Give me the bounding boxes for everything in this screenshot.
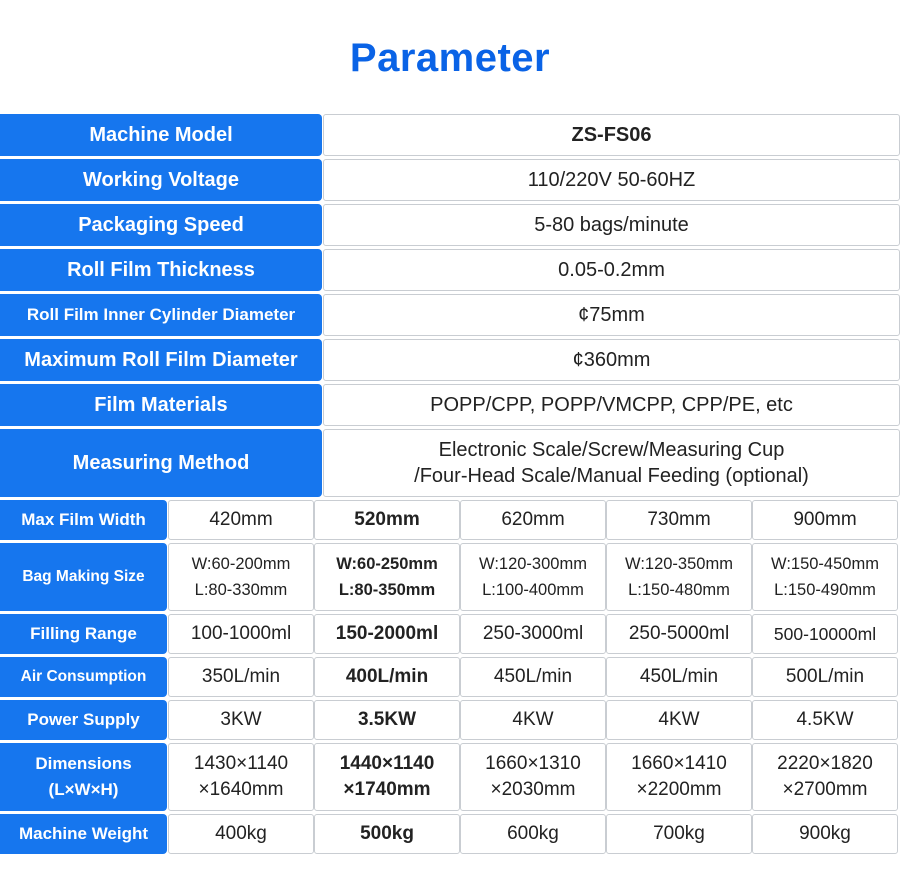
row-machine-model <box>0 114 900 156</box>
row-roll-film-thickness <box>0 249 900 291</box>
cell-line: W:120-300mm <box>479 555 587 573</box>
cell <box>606 743 752 811</box>
row-machine-weight <box>0 814 900 854</box>
value-line: /Four-Head Scale/Manual Feeding (optional) <box>414 465 809 487</box>
cell <box>168 543 314 611</box>
label-line: Dimensions <box>35 754 132 773</box>
row-label: Power Supply <box>0 700 167 740</box>
cell: 150-2000ml <box>314 614 460 654</box>
cell: 520mm <box>314 500 460 540</box>
cell-line: 1660×1310 <box>485 753 581 774</box>
cell-line: 2220×1820 <box>777 753 873 774</box>
row-filling-range <box>0 614 900 654</box>
row-inner-cylinder-diameter <box>0 294 900 336</box>
row-label: Film Materials <box>0 384 322 426</box>
row-label: Machine Weight <box>0 814 167 854</box>
row-label: Working Voltage <box>0 159 322 201</box>
row-value <box>323 429 900 497</box>
row-label <box>0 743 167 811</box>
cell: 4.5KW <box>752 700 898 740</box>
page-title: Parameter <box>349 36 551 80</box>
cell <box>606 543 752 611</box>
cell <box>752 743 898 811</box>
row-bag-making-size <box>0 543 900 611</box>
row-label: Filling Range <box>0 614 167 654</box>
cell <box>460 543 606 611</box>
row-value: 5-80 bags/minute <box>323 204 900 246</box>
row-label: Maximum Roll Film Diameter <box>0 339 322 381</box>
cell-line: ×1740mm <box>343 779 431 800</box>
row-power-supply <box>0 700 900 740</box>
row-air-consumption <box>0 657 900 697</box>
cell-line: 1440×1140 <box>339 753 435 774</box>
cell: 400L/min <box>314 657 460 697</box>
row-label: Roll Film Inner Cylinder Diameter <box>0 294 322 336</box>
row-film-materials <box>0 384 900 426</box>
row-value: ¢360mm <box>323 339 900 381</box>
row-label: Max Film Width <box>0 500 167 540</box>
cell-line: ×2200mm <box>636 779 722 800</box>
cell: 250-3000ml <box>460 614 606 654</box>
cell: 3.5KW <box>314 700 460 740</box>
cell: 450L/min <box>606 657 752 697</box>
cell-line: W:60-200mm <box>191 555 291 573</box>
label-line: (L×W×H) <box>48 780 119 799</box>
cell <box>460 743 606 811</box>
cell: 600kg <box>460 814 606 854</box>
row-max-film-width <box>0 500 900 540</box>
cell: 500kg <box>314 814 460 854</box>
row-label: Measuring Method <box>0 429 322 497</box>
cell: 250-5000ml <box>606 614 752 654</box>
cell: 400kg <box>168 814 314 854</box>
value-line: Electronic Scale/Screw/Measuring Cup <box>438 439 785 461</box>
row-working-voltage <box>0 159 900 201</box>
cell: 450L/min <box>460 657 606 697</box>
row-label: Air Consumption <box>0 657 167 697</box>
cell: 100-1000ml <box>168 614 314 654</box>
row-label: Packaging Speed <box>0 204 322 246</box>
cell: 3KW <box>168 700 314 740</box>
cell-line: L:80-330mm <box>194 581 288 599</box>
cell-line: ×2700mm <box>782 779 868 800</box>
row-value: POPP/CPP, POPP/VMCPP, CPP/PE, etc <box>323 384 900 426</box>
cell-line: ×1640mm <box>198 779 284 800</box>
cell: 420mm <box>168 500 314 540</box>
row-label: Bag Making Size <box>0 543 167 611</box>
cell <box>168 743 314 811</box>
cell-line: W:60-250mm <box>336 555 438 573</box>
cell: 350L/min <box>168 657 314 697</box>
row-value: ¢75mm <box>323 294 900 336</box>
cell: 900kg <box>752 814 898 854</box>
cell <box>752 543 898 611</box>
row-packaging-speed <box>0 204 900 246</box>
cell: 700kg <box>606 814 752 854</box>
cell: 620mm <box>460 500 606 540</box>
cell <box>314 543 460 611</box>
cell-line: W:150-450mm <box>771 555 879 573</box>
row-value: ZS-FS06 <box>323 114 900 156</box>
row-dimensions <box>0 743 900 811</box>
row-value: 110/220V 50-60HZ <box>323 159 900 201</box>
cell: 4KW <box>460 700 606 740</box>
cell: 730mm <box>606 500 752 540</box>
cell-line: L:150-480mm <box>628 581 730 599</box>
row-value: 0.05-0.2mm <box>323 249 900 291</box>
row-measuring-method <box>0 429 900 497</box>
parameter-table <box>0 114 900 857</box>
row-label: Roll Film Thickness <box>0 249 322 291</box>
cell: 4KW <box>606 700 752 740</box>
cell-line: W:120-350mm <box>625 555 733 573</box>
cell: 500-10000ml <box>752 614 898 654</box>
cell-line: L:100-400mm <box>482 581 584 599</box>
cell: 900mm <box>752 500 898 540</box>
cell-line: 1430×1140 <box>193 753 289 774</box>
row-label: Machine Model <box>0 114 322 156</box>
cell-line: L:150-490mm <box>774 581 876 599</box>
cell: 500L/min <box>752 657 898 697</box>
row-max-roll-diameter <box>0 339 900 381</box>
cell-line: L:80-350mm <box>338 581 436 599</box>
cell <box>314 743 460 811</box>
cell-line: 1660×1410 <box>631 753 727 774</box>
cell-line: ×2030mm <box>490 779 576 800</box>
